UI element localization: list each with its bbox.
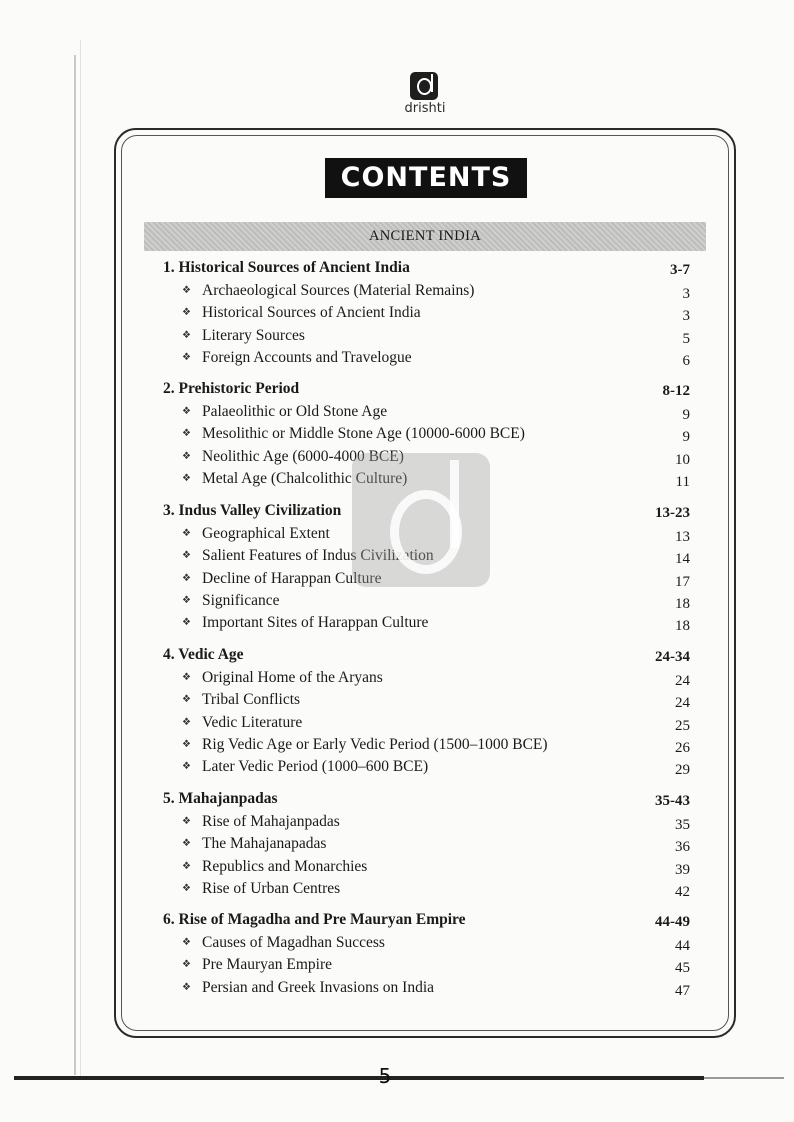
diamond-bullet-icon: ❖ xyxy=(182,528,191,539)
toc-list-item xyxy=(182,714,302,732)
diamond-bullet-icon: ❖ xyxy=(182,307,191,319)
toc-item-label: Neolithic Age (6000-4000 BCE) xyxy=(202,447,404,465)
toc-item-label: Significance xyxy=(202,591,280,609)
toc-item-page: 6 xyxy=(682,352,690,369)
toc-item-page: 9 xyxy=(682,407,690,423)
toc-item-label: Decline of Harappan Culture xyxy=(202,569,382,587)
toc-item-page: 10 xyxy=(675,451,690,468)
toc-list-item xyxy=(182,403,387,421)
diamond-bullet-icon: ❖ xyxy=(182,428,191,440)
toc-item-page: 45 xyxy=(675,960,690,977)
chapter-title: 5. Mahajanpadas xyxy=(163,790,278,807)
diamond-bullet-icon: ❖ xyxy=(182,572,191,584)
toc-list-item xyxy=(182,425,525,443)
toc-item-label: Geographical Extent xyxy=(202,525,330,542)
watermark-logo-icon xyxy=(352,453,490,587)
toc-item-label: The Mahajanapadas xyxy=(202,835,327,853)
toc-item-label: Pre Mauryan Empire xyxy=(202,956,332,974)
chapter-page-range: 24-34 xyxy=(655,649,690,665)
toc-item-page: 18 xyxy=(675,618,690,635)
diamond-bullet-icon: ❖ xyxy=(182,860,191,872)
toc-item-label: Salient Features of Indus Civilization xyxy=(202,547,434,565)
chapter-title: 2. Prehistoric Period xyxy=(163,380,300,397)
toc-list-item xyxy=(182,858,367,876)
toc-list-item xyxy=(182,956,332,974)
chapter-title: 6. Rise of Magadha and Pre Mauryan Empire xyxy=(163,911,466,928)
diamond-bullet-icon: ❖ xyxy=(182,617,191,629)
chapter-page-range: 13-23 xyxy=(655,505,690,521)
toc-item-page: 14 xyxy=(675,551,690,568)
toc-item-label: Rig Vedic Age or Early Vedic Period (1500–1000 BCE) xyxy=(202,735,548,753)
diamond-bullet-icon: ❖ xyxy=(182,959,191,971)
toc-item-page: 24 xyxy=(675,695,690,712)
toc-list-item xyxy=(182,691,300,709)
toc-item-page: 26 xyxy=(675,739,690,756)
toc-item-label: Palaeolithic or Old Stone Age xyxy=(202,403,388,420)
diamond-bullet-icon: ❖ xyxy=(182,285,191,296)
toc-item-label: Republics and Monarchies xyxy=(202,857,368,875)
chapter-title: 4. Vedic Age xyxy=(163,646,244,663)
diamond-bullet-icon: ❖ xyxy=(182,738,191,750)
toc-item-label: Literary Sources xyxy=(202,326,305,344)
diamond-bullet-icon: ❖ xyxy=(182,882,191,894)
page-title: CONTENTS xyxy=(325,158,527,198)
toc-item-page: 42 xyxy=(675,883,690,900)
diamond-bullet-icon: ❖ xyxy=(182,816,191,827)
toc-item-label: Later Vedic Period (1000–600 BCE) xyxy=(202,758,429,776)
toc-list-item xyxy=(182,813,340,831)
diamond-bullet-icon: ❖ xyxy=(182,406,191,417)
toc-item-page: 44 xyxy=(675,938,690,954)
toc-list-item xyxy=(182,525,330,543)
diamond-bullet-icon: ❖ xyxy=(182,694,191,706)
toc-list-item xyxy=(182,669,383,687)
chapter-title: 1. Historical Sources of Ancient India xyxy=(163,259,410,276)
chapter-page-range: 8-12 xyxy=(662,383,690,399)
toc-list-item xyxy=(182,304,421,322)
toc-item-label: Causes of Magadhan Success xyxy=(202,934,385,951)
diamond-bullet-icon: ❖ xyxy=(182,672,191,683)
toc-item-label: Vedic Literature xyxy=(202,713,303,731)
toc-item-label: Original Home of the Aryans xyxy=(202,669,383,686)
bottom-rule xyxy=(14,1076,704,1080)
section-heading: ANCIENT INDIA xyxy=(369,228,481,244)
diamond-bullet-icon: ❖ xyxy=(182,329,191,341)
toc-list-item xyxy=(182,880,340,898)
toc-item-page: 39 xyxy=(675,861,690,878)
toc-item-label: Foreign Accounts and Travelogue xyxy=(202,348,412,366)
toc-item-label: Metal Age (Chalcolithic Culture) xyxy=(202,469,408,487)
chapter-title: 3. Indus Valley Civilization xyxy=(163,502,342,519)
diamond-bullet-icon: ❖ xyxy=(182,351,191,363)
diamond-bullet-icon: ❖ xyxy=(182,937,191,948)
toc-item-page: 36 xyxy=(675,839,690,856)
diamond-bullet-icon: ❖ xyxy=(182,761,191,773)
toc-list-item xyxy=(182,282,474,300)
page-number: 5 xyxy=(378,1064,392,1088)
toc-item-page: 9 xyxy=(682,429,690,446)
toc-item-label: Tribal Conflicts xyxy=(202,691,301,709)
toc-item-page: 5 xyxy=(682,330,690,347)
toc-list-item xyxy=(182,614,428,632)
diamond-bullet-icon: ❖ xyxy=(182,472,191,484)
brand-name: drishti xyxy=(404,101,446,116)
toc-item-page: 18 xyxy=(675,595,690,612)
toc-item-label: Historical Sources of Ancient India xyxy=(202,304,421,322)
toc-item-label: Archaeological Sources (Material Remains) xyxy=(202,282,475,299)
toc-list-item xyxy=(182,736,548,754)
toc-item-page: 29 xyxy=(675,762,690,779)
toc-item-page: 17 xyxy=(675,573,690,590)
toc-list-item xyxy=(182,835,326,853)
toc-item-page: 11 xyxy=(675,473,690,490)
diamond-bullet-icon: ❖ xyxy=(182,981,191,993)
toc-item-label: Rise of Urban Centres xyxy=(202,879,341,897)
toc-list-item xyxy=(182,327,305,345)
diamond-bullet-icon: ❖ xyxy=(182,716,191,728)
toc-item-label: Rise of Mahajanpadas xyxy=(202,813,340,830)
toc-item-label: Mesolithic or Middle Stone Age (10000-6000 BCE) xyxy=(202,425,525,443)
bottom-rule-fade xyxy=(704,1077,784,1079)
diamond-bullet-icon: ❖ xyxy=(182,594,191,606)
toc-item-page: 25 xyxy=(675,717,690,734)
toc-item-label: Persian and Greek Invasions on India xyxy=(202,978,435,996)
diamond-bullet-icon: ❖ xyxy=(182,450,191,462)
toc-list-item xyxy=(182,592,279,610)
chapter-page-range: 3-7 xyxy=(670,262,690,278)
toc-item-page: 24 xyxy=(675,673,690,689)
toc-item-page: 3 xyxy=(682,308,690,325)
chapter-page-range: 44-49 xyxy=(655,914,690,930)
diamond-bullet-icon: ❖ xyxy=(182,838,191,850)
toc-item-page: 3 xyxy=(682,286,690,302)
toc-list-item xyxy=(182,349,412,367)
toc-item-page: 47 xyxy=(675,982,690,999)
chapter-page-range: 35-43 xyxy=(655,793,690,809)
toc-item-label: Important Sites of Harappan Culture xyxy=(202,614,429,632)
diamond-bullet-icon: ❖ xyxy=(182,550,191,562)
toc-list-item xyxy=(182,758,428,776)
toc-list-item xyxy=(182,934,385,952)
toc-list-item xyxy=(182,979,434,997)
toc-item-page: 13 xyxy=(675,529,690,545)
toc-item-page: 35 xyxy=(675,817,690,833)
